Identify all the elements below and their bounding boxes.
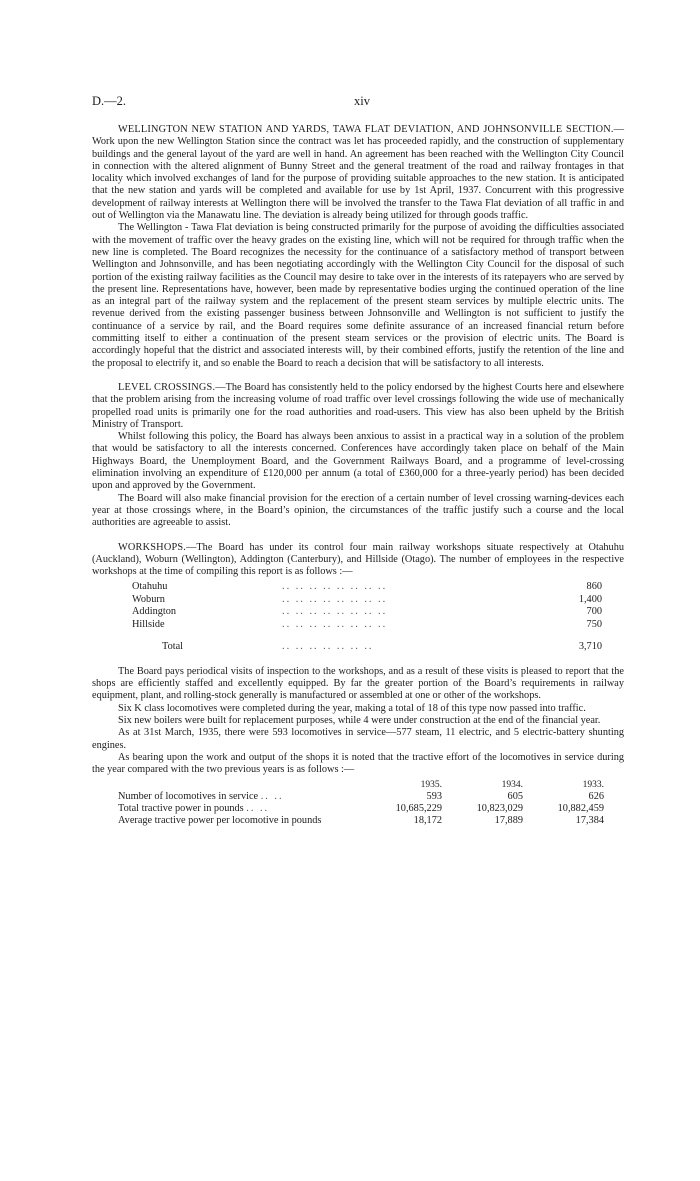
workshops-paragraph-1 <box>92 542 624 579</box>
table-row <box>132 581 602 594</box>
value-1935: 10,685,229 <box>395 802 442 814</box>
value-1934: 605 <box>507 790 523 802</box>
body-text <box>92 124 624 827</box>
value-1934: 10,823,029 <box>476 802 523 814</box>
year-header: 1933. <box>582 779 604 790</box>
employee-count: 700 <box>586 606 602 618</box>
employee-count: 860 <box>586 581 602 593</box>
row-label-text: Number of locomotives in service <box>118 790 259 802</box>
workshops-paragraph-6: As bearing upon the work and output of the shops it is noted that the tractive effort of the locomotives in service during the year compared with the two previous years is as follows :— <box>92 751 624 776</box>
table-row <box>118 803 604 815</box>
leader-dots: .. .. .. .. .. .. .. .. <box>282 593 388 605</box>
table-row <box>118 791 604 803</box>
table-row <box>132 606 602 619</box>
crossings-heading: LEVEL CROSSINGS. <box>118 381 216 393</box>
table-row <box>118 815 604 827</box>
row-label <box>118 791 361 803</box>
workshops-text-1: —The Board has under its control four main railway workshops situate respectively at Otahuhu (Auckland), Woburn (Wellington), Addington (Canterbury), and Hillside (Otago). The number of employees in the respective workshops at the time of compiling this report is as follows :— <box>92 541 624 578</box>
value-1933: 17,384 <box>575 814 604 826</box>
workshops-paragraph-3: Six K class locomotives were completed during the year, making a total of 18 of this type now passed into traffic. <box>118 702 586 714</box>
crossings-paragraph-3: The Board will also make financial provision for the erection of a certain number of level crossing warning-devices each year at those crossings where, in the Board’s opinion, the circumstances of the traffic justify such a course and the local authorities are agreeable to assist. <box>92 492 624 529</box>
wellington-paragraph-1 <box>92 124 624 222</box>
total-row <box>132 631 602 654</box>
value-1934: 17,889 <box>494 814 523 826</box>
value-1935: 593 <box>426 790 442 802</box>
value-1933: 10,882,459 <box>557 802 604 814</box>
crossings-paragraph-1 <box>92 382 624 431</box>
total-label: Total <box>162 641 184 653</box>
row-label <box>118 803 361 815</box>
wellington-paragraph-2: The Wellington - Tawa Flat deviation is being constructed primarily for the purpose of avoiding the difficulties associated with the movement of traffic over the heavy grades on the existing line, which will not be required for through traffic when the new line is completed. The Board recognizes the necessity for the continuance of a satisfactory method of transport between Wellington and Johnsonville, and has been negotiating accordingly with the Wellington City Council for the disposal of such portion of the existing railway facilities as the Council may desire to take over in the interests of its ratepayers who are served by the present line. Representations have, however, been made by representative bodies urging the continued operation of the line as an integral part of the railway system and the replacement of the present steam services by multiple electric units. The revenue derived from the existing passenger business between Johnsonville and Wellington is not sufficient to justify the continuance of a service by rail, and the Board requires some definite assurance of an increased financial return before committing itself to either a continuation of the present steam services or the provision of electric units. The Board is accordingly hopeful that the district and associated interests will, by their combined efforts, justify the retention of the line and the proposal to electrify it, and so enable the Board to reach a decision that will be satisfactory to all interests. <box>92 222 624 369</box>
leader-dots: .. .. .. .. .. .. .. .. <box>282 618 388 630</box>
employee-count: 1,400 <box>578 593 602 605</box>
wellington-heading: WELLINGTON NEW STATION AND YARDS, TAWA FLAT DEVIATION, AND JOHNSONVILLE SECTION. <box>118 124 614 135</box>
employee-count: 750 <box>586 618 602 630</box>
blank-header <box>118 779 361 791</box>
workshop-name: Addington <box>132 606 177 618</box>
workshops-heading: WORKSHOPS. <box>118 541 187 553</box>
workshops-employees-table <box>132 581 602 654</box>
page-header <box>92 94 622 110</box>
table-header-row <box>118 779 604 791</box>
year-header: 1934. <box>501 779 523 790</box>
page-number: xiv <box>354 94 370 108</box>
workshop-name: Woburn <box>132 593 165 605</box>
table-row <box>132 594 602 607</box>
leader-dots: .. .. <box>260 790 284 802</box>
row-label-text: Total tractive power in pounds <box>118 802 244 814</box>
workshop-name: Otahuhu <box>132 581 168 593</box>
total-count: 3,710 <box>578 641 602 653</box>
workshops-paragraph-2: The Board pays periodical visits of inspection to the workshops, and as a result of these visits is pleased to report that the shops are efficiently staffed and excellently equipped. By far the greater portion of the Board’s requirements in railway equipment, plant, and rolling-stock generally is manufactured or assembled at one or other of the workshops. <box>92 665 624 702</box>
value-1933: 626 <box>588 790 604 802</box>
value-1935: 18,172 <box>413 814 442 826</box>
leader-dots: .. .. .. .. .. .. .. <box>282 641 374 653</box>
crossings-paragraph-2: Whilst following this policy, the Board has always been anxious to assist in a practical way in a solution of the problem that would be satisfactory to all the interests concerned. Conferences have accordingly taken place on behalf of the Main Highways Board, the Unemployment Board, and the Government Railways Board, and a programme of level-crossing elimination involving an expenditure of £120,000 per annum (a total of £360,000 for a three-yearly period) has been decided upon and approved by the Government. <box>92 431 624 492</box>
row-label-text: Average tractive power per locomotive in pounds <box>118 814 322 826</box>
leader-dots: .. .. .. .. .. .. .. .. <box>282 581 388 593</box>
workshop-name: Hillside <box>132 618 165 630</box>
document-reference: D.—2. <box>92 94 127 108</box>
row-label <box>118 815 361 827</box>
wellington-text-1: —Work upon the new Wellington Station since the contract was let has proceeded rapidly, and the construction of supplementary buildings and the general layout of the yard are well in hand. An agreement has been reached with the Wellington City Council in connection with the altered alignment of Bunny Street and the general treatment of the road and railway frontages in that locality which involved exchanges of land for the purpose of providing suitable approaches to the new station. It is anticipated that the new station and yards will be completed and available for use by 1st April, 1937. Concurrent with this progressive development of railway interests at Wellington there will be involved the transfer to the Tawa Flat deviation of all traffic in and out of Wellington via the Manawatu line. The deviation is already being utilized for through goods traffic. <box>92 124 624 222</box>
crossings-text-1: —The Board has consistently held to the policy endorsed by the highest Courts here and elsewhere that the problem arising from the increasing volume of road traffic over level crossings following the wide use of mechanically propelled road units is primarily one for the road authorities and road-users. This view has also been upheld by the British Ministry of Transport. <box>92 381 624 430</box>
table-row <box>132 619 602 632</box>
tractive-effort-table <box>118 779 604 827</box>
year-header: 1935. <box>420 779 442 790</box>
workshops-paragraph-5: As at 31st March, 1935, there were 593 locomotives in service—577 steam, 11 electric, and 5 electric-battery shunting engines. <box>92 727 624 751</box>
leader-dots: .. .. <box>246 802 270 814</box>
leader-dots: .. .. .. .. .. .. .. .. <box>282 606 388 618</box>
workshops-paragraph-4: Six new boilers were built for replacement purposes, while 4 were under construction at the end of the financial year. <box>118 715 601 727</box>
